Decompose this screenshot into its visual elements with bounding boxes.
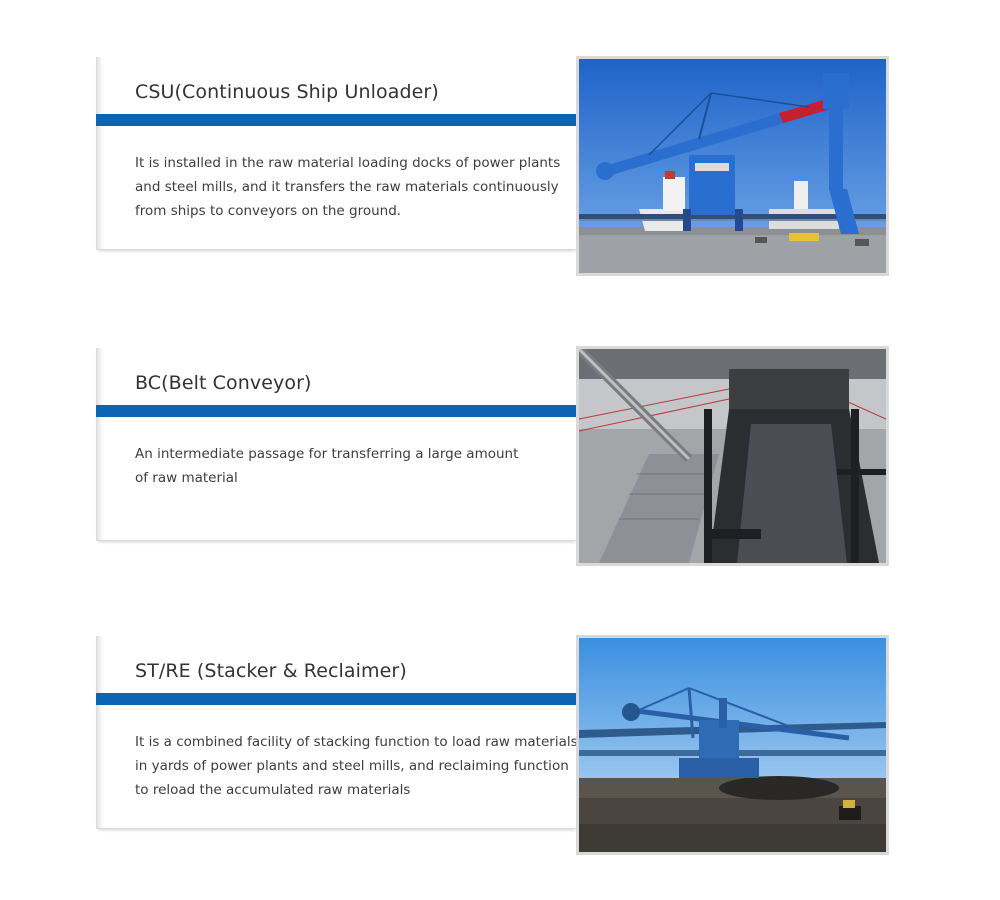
csu-photo [576, 56, 889, 276]
section-csu [96, 57, 576, 249]
section-title: CSU(Continuous Ship Unloader) [135, 81, 439, 103]
section-description [135, 442, 555, 490]
section-description [135, 730, 578, 802]
description-line: and steel mills, and it transfers the raw materials continuously [135, 179, 559, 195]
description-line: from ships to conveyors on the ground. [135, 203, 402, 219]
description-line: An intermediate passage for transferring a large amount [135, 446, 519, 462]
bc-photo [576, 346, 889, 566]
section-title: ST/RE (Stacker & Reclaimer) [135, 660, 407, 682]
accent-bar [96, 405, 576, 417]
section-description [135, 151, 561, 223]
description-line: of raw material [135, 470, 238, 486]
accent-bar [96, 693, 576, 705]
section-bc [96, 348, 576, 540]
section-stre [96, 636, 576, 828]
description-line: to reload the accumulated raw materials [135, 782, 411, 798]
section-title: BC(Belt Conveyor) [135, 372, 312, 394]
description-line: It is installed in the raw material loading docks of power plants [135, 155, 561, 171]
description-line: in yards of power plants and steel mills, and reclaiming function [135, 758, 569, 774]
accent-bar [96, 114, 576, 126]
stre-photo [576, 635, 889, 855]
description-line: It is a combined facility of stacking function to load raw materials [135, 734, 578, 750]
